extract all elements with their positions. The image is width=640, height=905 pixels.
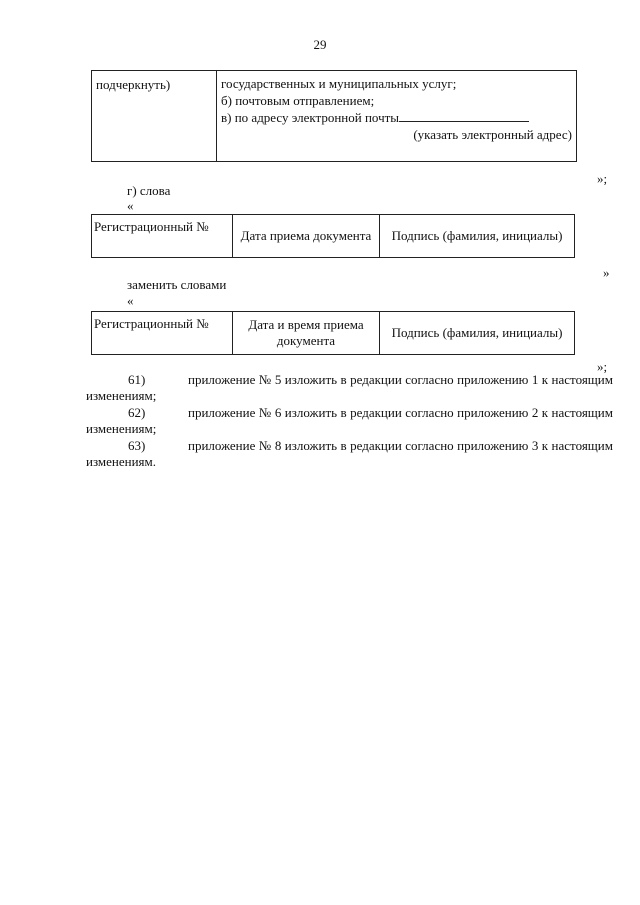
item-g-text: г) слова bbox=[127, 183, 171, 198]
col-datetime-label: Дата и время приема документа bbox=[248, 317, 364, 348]
email-blank-line bbox=[399, 109, 529, 122]
close-quote-2: » bbox=[603, 265, 610, 280]
item-number: 63) bbox=[128, 438, 146, 453]
open-quote-2: « bbox=[127, 293, 134, 308]
table-cell bbox=[233, 312, 380, 355]
item-text: приложение № 6 изложить в редакции согласно приложению 2 к настоящим изменениям; bbox=[86, 405, 613, 436]
page-number: 29 bbox=[313, 37, 327, 52]
item-number: 61) bbox=[128, 372, 146, 387]
close-quote-1: »; bbox=[597, 171, 608, 186]
email-line-label: в) по адресу электронной почты bbox=[221, 110, 400, 125]
table-cell bbox=[380, 312, 575, 355]
line-3 bbox=[221, 109, 572, 126]
table-cell-right bbox=[217, 71, 577, 162]
item-text: приложение № 5 изложить в редакции согласно приложению 1 к настоящим изменениям; bbox=[86, 372, 613, 403]
col-signature-label: Подпись (фамилия, инициалы) bbox=[391, 325, 563, 340]
col-registration-label: Регистрационный № bbox=[94, 316, 209, 331]
table-cell-left bbox=[92, 71, 217, 162]
table-cell bbox=[92, 312, 233, 355]
replace-text: заменить словами bbox=[127, 277, 227, 292]
col-signature-label: Подпись (фамилия, инициалы) bbox=[391, 228, 563, 243]
line-2: б) почтовым отправлением; bbox=[221, 93, 375, 108]
col-date-label: Дата приема документа bbox=[240, 228, 372, 243]
open-quote-1: « bbox=[127, 198, 134, 213]
close-quote-3: »; bbox=[597, 359, 608, 374]
col-registration-label: Регистрационный № bbox=[94, 219, 209, 234]
continuation-table bbox=[91, 70, 577, 162]
left-cell-text: подчеркнуть) bbox=[96, 77, 171, 92]
item-text: приложение № 8 изложить в редакции согласно приложению 3 к настоящим изменениям. bbox=[86, 438, 613, 469]
table-cell bbox=[92, 215, 233, 258]
table-cell bbox=[233, 215, 380, 258]
list-item bbox=[86, 405, 613, 437]
list-item bbox=[86, 372, 613, 404]
line-1: государственных и муниципальных услуг; bbox=[221, 76, 457, 91]
old-header-table bbox=[91, 214, 575, 258]
table-cell bbox=[380, 215, 575, 258]
email-hint: (указать электронный адрес) bbox=[413, 127, 572, 142]
list-item bbox=[86, 438, 613, 470]
item-number: 62) bbox=[128, 405, 146, 420]
new-header-table bbox=[91, 311, 575, 355]
